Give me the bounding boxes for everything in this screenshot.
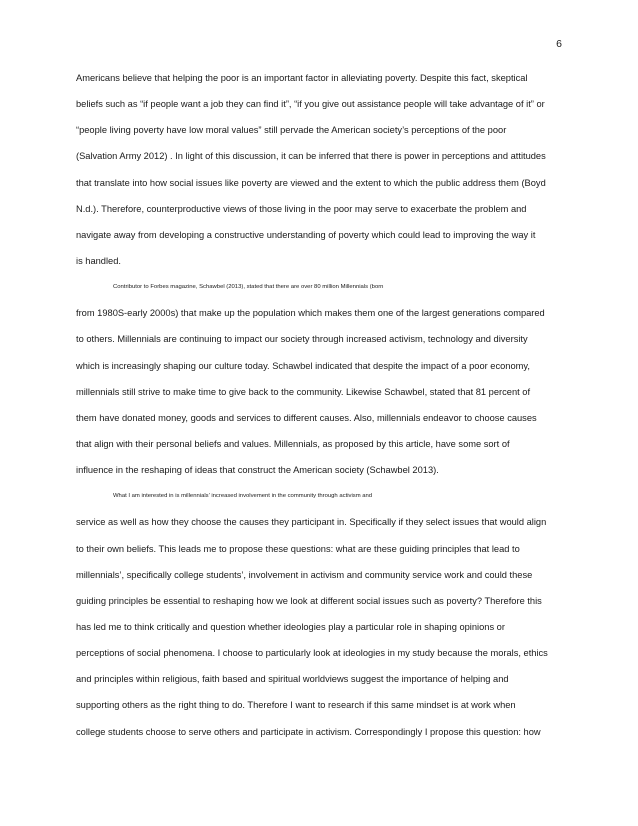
text-line: N.d.). Therefore, counterproductive views of those living in the poor may serve to exacerbate the problem and bbox=[76, 203, 527, 214]
text-line: college students choose to serve others and participate in activism. Correspondingly I propose this question: how bbox=[76, 726, 541, 737]
text-line: “people living poverty have low moral values” still pervade the American society’s perceptions of the poor bbox=[76, 125, 507, 136]
text-line: service as well as how they choose the causes they participant in. Specifically if they select issues that would align bbox=[76, 517, 547, 528]
text-line: Americans believe that helping the poor is an important factor in alleviating poverty. Despite this fact, skeptical bbox=[76, 73, 528, 83]
text-line: perceptions of social phenomena. I choose to particularly look at ideologies in my study because the morals, ethics bbox=[76, 648, 548, 659]
text-line: influence in the reshaping of ideas that construct the American society (Schawbel 2013). bbox=[76, 465, 439, 476]
text-line: beliefs such as “if people want a job they can find it”, “if you give out assistance people will take advantage of it” or bbox=[76, 99, 545, 110]
text-line: (Salvation Army 2012) . In light of this discussion, it can be inferred that there is power in perceptions and attitudes bbox=[76, 151, 546, 162]
text-line: them have donated money, goods and services to different causes. Also, millennials endeavor to choose causes bbox=[76, 412, 537, 423]
body-text bbox=[76, 71, 566, 751]
text-line: which is increasingly shaping our culture today. Schawbel indicated that despite the impact of a poor economy, bbox=[76, 360, 530, 371]
text-line: to their own beliefs. This leads me to propose these questions: what are these guiding principles that lead to bbox=[76, 543, 520, 554]
text-line: Contributor to Forbes magazine, Schawbel (2013), stated that there are over 80 million Millennials (born bbox=[113, 284, 384, 291]
text-line: millennials’, specifically college students’, involvement in activism and community service work and could these bbox=[76, 569, 533, 580]
text-line: navigate away from developing a constructive understanding of poverty which could lead to improving the way it bbox=[76, 229, 536, 240]
text-line: that translate into how social issues like poverty are viewed and the extent to which the public address them (Boyd bbox=[76, 177, 546, 188]
paragraph bbox=[76, 489, 566, 750]
text-line: that align with their personal beliefs and values. Millennials, as proposed by this article, have some sort of bbox=[76, 438, 510, 449]
text-line: guiding principles be essential to reshaping how we look at different social issues such as poverty? Therefore this bbox=[76, 595, 542, 606]
text-line: supporting others as the right thing to do. Therefore I want to research if this same mindset is at work when bbox=[76, 700, 516, 711]
text-line: to others. Millennials are continuing to impact our society through increased activism, technology and diversity bbox=[76, 334, 528, 345]
text-line: is handled. bbox=[76, 255, 121, 266]
paragraph bbox=[76, 280, 566, 489]
text-line: from 1980S-early 2000s) that make up the population which makes them one of the largest generations compared bbox=[76, 308, 545, 319]
page-number: 6 bbox=[556, 38, 562, 50]
text-line: has led me to think critically and question whether ideologies play a particular role in shaping opinions or bbox=[76, 621, 505, 632]
paragraph bbox=[76, 71, 566, 280]
text-line: What I am interested in is millennials’ increased involvement in the community through activism and bbox=[113, 493, 373, 500]
text-line: millennials still strive to make time to give back to the community. Likewise Schawbel, stated that 81 percent of bbox=[76, 386, 531, 397]
text-line: and principles within religious, faith based and spiritual worldviews suggest the importance of helping and bbox=[76, 674, 509, 685]
